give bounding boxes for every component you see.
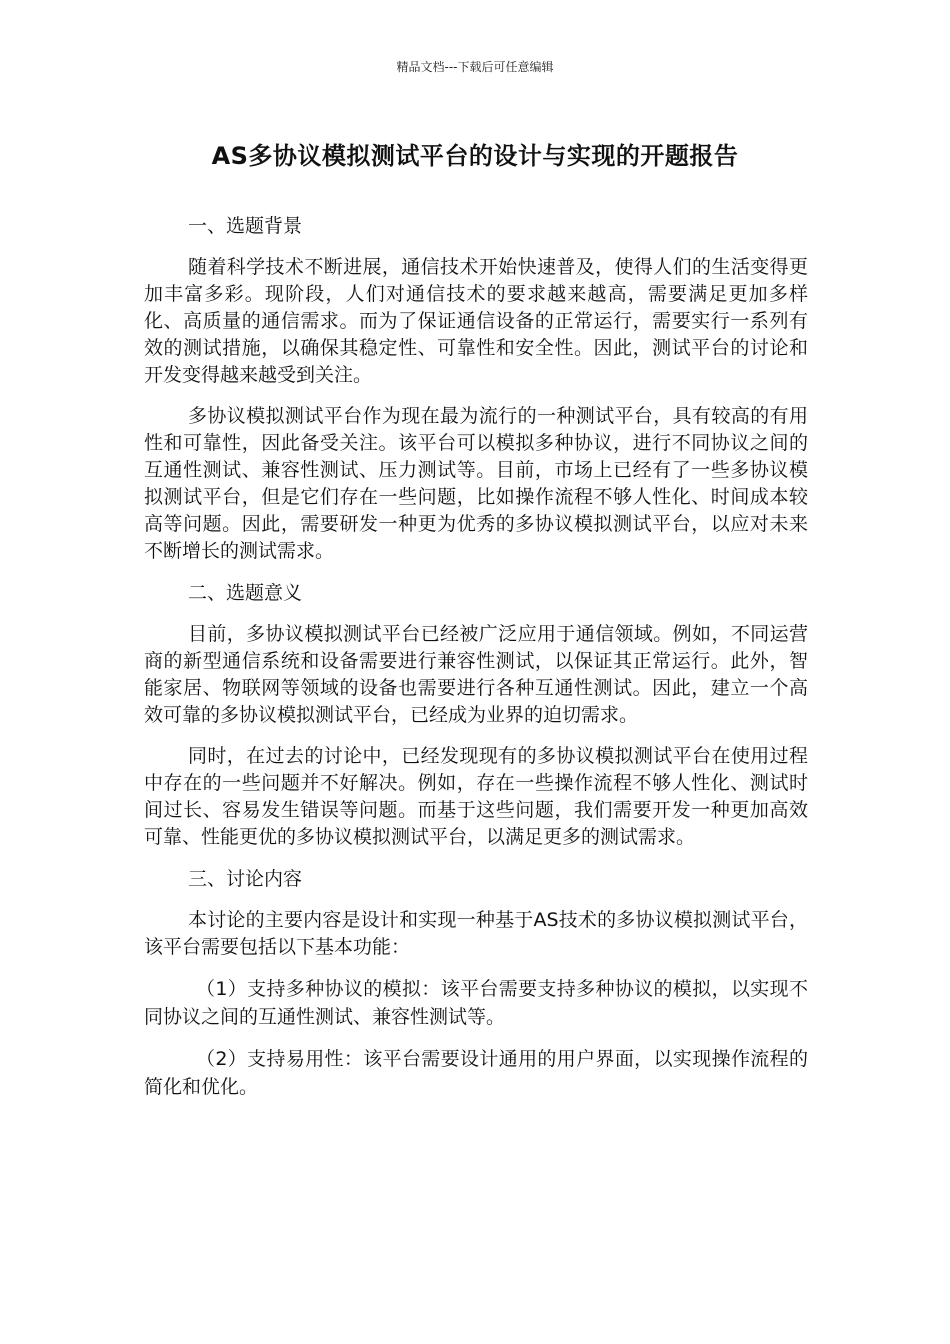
function-item-2: （2）支持易用性：该平台需要设计通用的用户界面，以实现操作流程的简化和优化。 bbox=[144, 1048, 808, 1098]
background-paragraph-1: 随着科学技术不断进展，通信技术开始快速普及，使得人们的生活变得更加丰富多彩。现阶段，人们对通信技术的要求越来越高，需要满足更加多样化、高质量的通信需求。而为了保证通信设备的正常运行，需要实行一系列有效的测试措施，以确保其稳定性、可靠性和安全性。因此，测试平台的讨论和开发变得越来越受到关注。 bbox=[144, 256, 808, 386]
significance-paragraph-1: 目前，多协议模拟测试平台已经被广泛应用于通信领域。例如，不同运营商的新型通信系统和设备需要进行兼容性测试，以保证其正常运行。此外，智能家居、物联网等领域的设备也需要进行各种互通性测试。因此，建立一个高效可靠的多协议模拟测试平台，已经成为业界的迫切需求。 bbox=[144, 623, 808, 726]
section-heading-background: 一、选题背景 bbox=[188, 215, 303, 237]
function-item-1: （1）支持多种协议的模拟：该平台需要支持多种协议的模拟，以实现不同协议之间的互通性测试、兼容性测试等。 bbox=[144, 978, 808, 1028]
document-body bbox=[144, 212, 808, 1115]
section-heading-significance: 二、选题意义 bbox=[188, 582, 303, 604]
background-paragraph-2: 多协议模拟测试平台作为现在最为流行的一种测试平台，具有较高的有用性和可靠性，因此备受关注。该平台可以模拟多种协议，进行不同协议之间的互通性测试、兼容性测试、压力测试等。目前，市场上已经有了一些多协议模拟测试平台，但是它们存在一些问题，比如操作流程不够人性化、时间成本较高等问题。因此，需要研发一种更为优秀的多协议模拟测试平台，以应对未来不断增长的测试需求。 bbox=[144, 405, 808, 562]
header-note: 精品文档---下载后可任意编辑 bbox=[396, 60, 554, 74]
section-heading-content: 三、讨论内容 bbox=[188, 868, 303, 890]
content-paragraph-1: 本讨论的主要内容是设计和实现一种基于AS技术的多协议模拟测试平台，该平台需要包括以下基本功能： bbox=[144, 909, 808, 958]
document-title: AS多协议模拟测试平台的设计与实现的开题报告 bbox=[211, 142, 739, 170]
significance-paragraph-2: 同时，在过去的讨论中，已经发现现有的多协议模拟测试平台在使用过程中存在的一些问题并不好解决。例如，存在一些操作流程不够人性化、测试时间过长、容易发生错误等问题。而基于这些问题，我们需要开发一种更加高效可靠、性能更优的多协议模拟测试平台，以满足更多的测试需求。 bbox=[144, 745, 808, 848]
